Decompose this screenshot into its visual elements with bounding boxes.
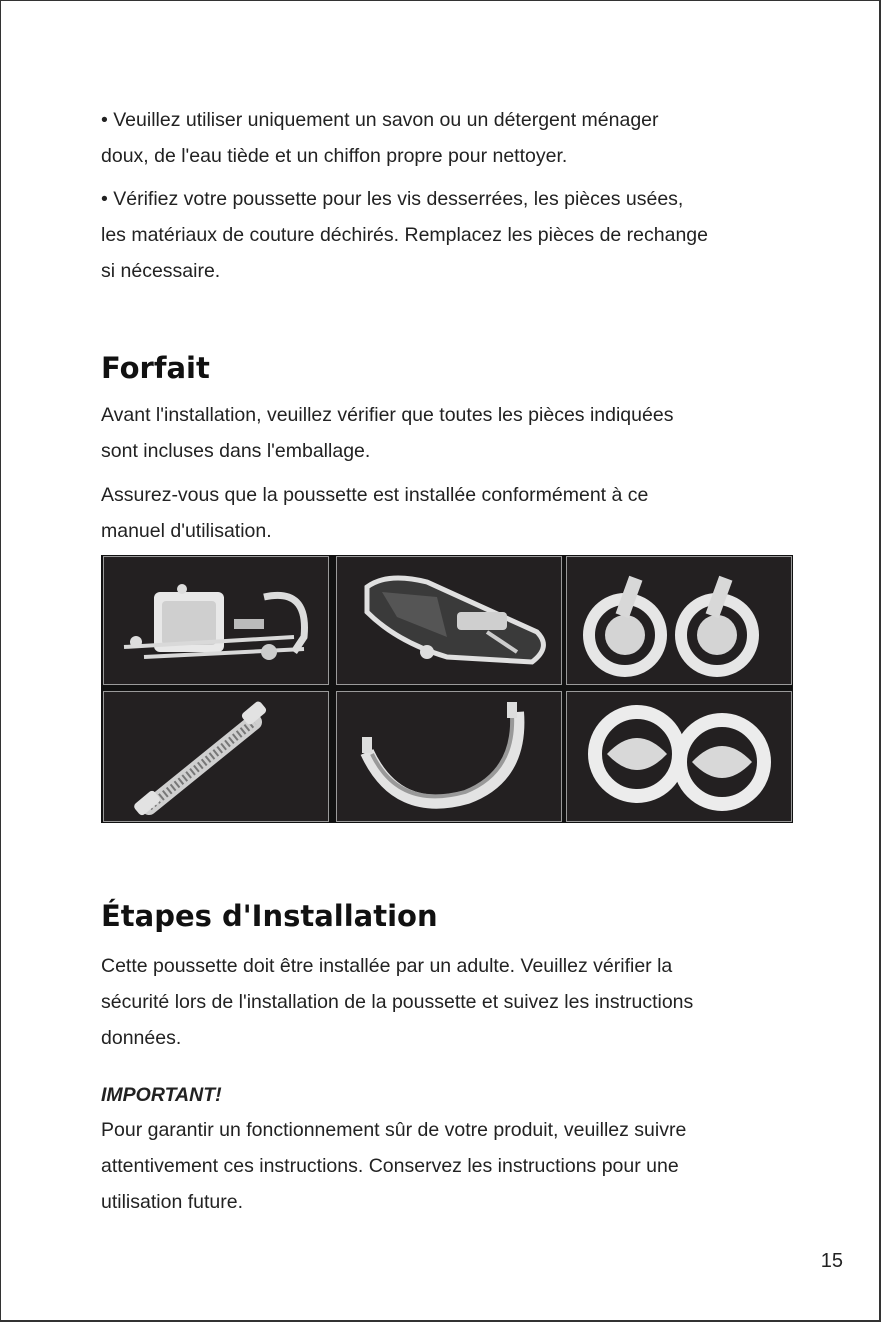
rear-wheels-photo (567, 692, 791, 821)
stroller-seat-photo (337, 557, 561, 684)
maintenance-bullet-1-line-2: doux, de l'eau tiède et un chiffon propre pour nettoyer. (101, 145, 568, 167)
forfait-paragraph-2-line-2: manuel d'utilisation. (101, 520, 272, 542)
important-label: IMPORTANT! (101, 1084, 222, 1106)
installation-paragraph-1-line-3: données. (101, 1027, 182, 1049)
front-swivel-wheels-photo (567, 557, 791, 684)
page-number: 15 (820, 1250, 843, 1272)
installation-paragraph-2-line-3: utilisation future. (101, 1191, 243, 1213)
installation-heading: Étapes d'Installation (101, 899, 438, 933)
installation-paragraph-2-line-1: Pour garantir un fonctionnement sûr de votre produit, veuillez suivre (101, 1119, 687, 1141)
maintenance-bullet-2-line-3: si nécessaire. (101, 260, 221, 282)
maintenance-bullet-1-line-1: • Veuillez utiliser uniquement un savon ou un détergent ménager (101, 109, 659, 131)
parts-photo-grid (101, 555, 793, 823)
installation-paragraph-1-line-1: Cette poussette doit être installée par un adulte. Veuillez vérifier la (101, 955, 673, 977)
maintenance-bullet-2-line-1: • Vérifiez votre poussette pour les vis desserrées, les pièces usées, (101, 188, 684, 210)
maintenance-bullet-2-line-2: les matériaux de couture déchirés. Remplacez les pièces de rechange (101, 224, 708, 246)
forfait-paragraph-1-line-2: sont incluses dans l'emballage. (101, 440, 371, 462)
handlebar-photo (104, 692, 328, 821)
forfait-heading: Forfait (101, 351, 210, 385)
installation-paragraph-1-line-2: sécurité lors de l'installation de la poussette et suivez les instructions (101, 991, 694, 1013)
forfait-paragraph-1-line-1: Avant l'installation, veuillez vérifier que toutes les pièces indiquées (101, 404, 674, 426)
installation-paragraph-2-line-2: attentivement ces instructions. Conservez les instructions pour une (101, 1155, 679, 1177)
canopy-bumper-bar-photo (337, 692, 561, 821)
forfait-paragraph-2-line-1: Assurez-vous que la poussette est installée conformément à ce (101, 484, 649, 506)
stroller-frame-photo (104, 557, 328, 684)
